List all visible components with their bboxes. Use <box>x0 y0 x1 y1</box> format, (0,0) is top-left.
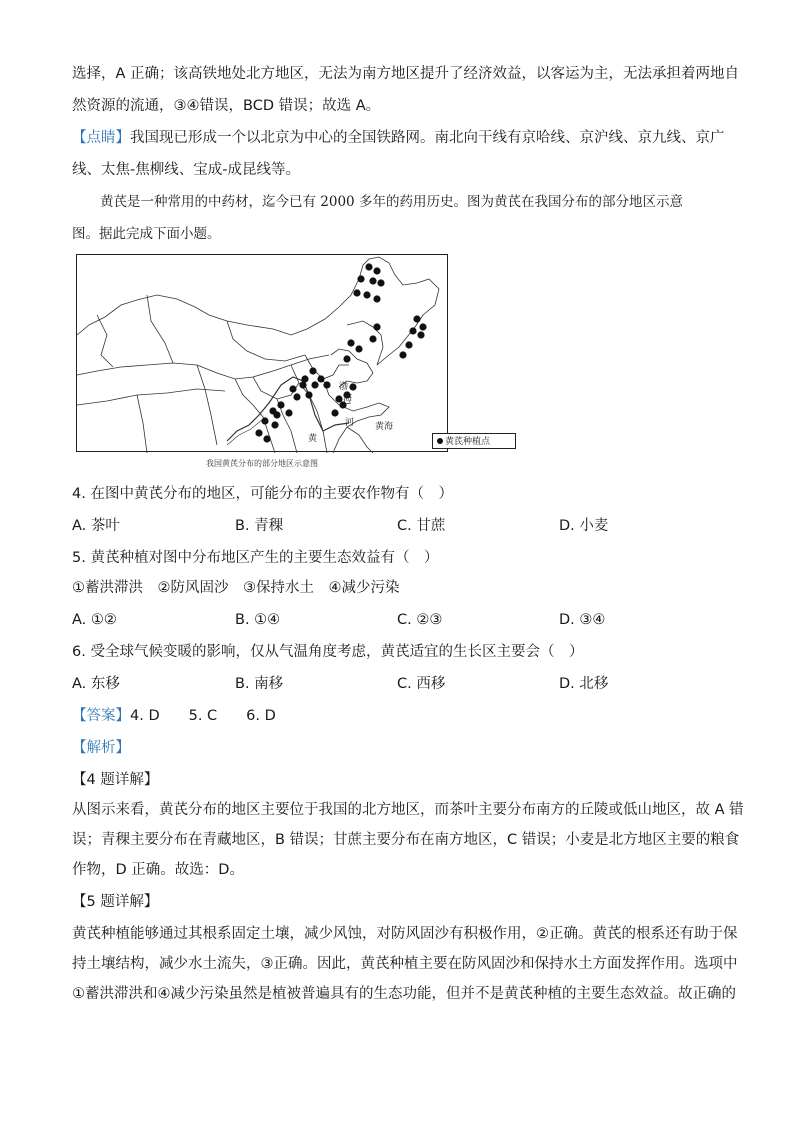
planting-point-dot <box>277 401 284 408</box>
planting-point-dot <box>285 409 292 416</box>
detail-5-title: 【5 题详解】 <box>72 894 159 910</box>
paragraph-line: 然资源的流通，③④错误，BCD 错误；故选 A。 <box>72 98 381 114</box>
planting-point-dot <box>373 323 380 330</box>
question-5-items: ①蓄洪滞洪 ②防风固沙 ③保持水土 ④减少污染 <box>72 580 400 596</box>
planting-point-dot <box>369 277 376 284</box>
planting-point-dot <box>373 295 380 302</box>
planting-points <box>255 263 426 442</box>
paragraph-line: 线、太焦-焦柳线、宝成-成昆线等。 <box>72 162 300 178</box>
planting-point-dot <box>347 339 354 346</box>
dianjing-tag: 【点睛】 <box>72 130 130 146</box>
question-5-stem: 5. 黄芪种植对图中分布地区产生的主要生态效益有（ ） <box>72 550 439 566</box>
planting-point-dot <box>305 391 312 398</box>
q4-option-b: B. 青稞 <box>235 518 284 534</box>
map-caption: 我国黄芪分布的部分地区示意图 <box>206 459 318 468</box>
label-yellow-river-2: 河 <box>345 418 355 428</box>
question-intro: 黄芪是一种常用的中药材，迄今已有 2000 多年的药用历史。图为黄芪在我国分布的部分地区示意 <box>100 194 683 210</box>
planting-point-dot <box>331 409 338 416</box>
planting-point-dot <box>271 421 278 428</box>
label-bohai-1: 渤 <box>339 382 349 392</box>
detail-4-line: 误；青稞主要分布在青藏地区，B 错误；甘蔗主要分布在南方地区，C 错误；小麦是北方地区主要的粮食 <box>72 832 740 848</box>
detail-5-line: 黄芪种植能够通过其根系固定土壤，减少风蚀，对防风固沙有积极作用，②正确。黄芪的根系还有助于保 <box>72 926 738 942</box>
planting-point-dot <box>263 435 270 442</box>
label-yellow-river-1: 黄 <box>308 434 318 444</box>
q6-option-c: C. 西移 <box>397 676 446 692</box>
planting-point-dot <box>355 345 362 352</box>
planting-point-dot <box>273 411 280 418</box>
tip-line <box>72 128 725 148</box>
planting-point-dot <box>399 351 406 358</box>
planting-point-dot <box>343 355 350 362</box>
paragraph-line: 选择，A 正确；该高铁地处北方地区，无法为南方地区提升了经济效益，以客运为主，无法承担着两地自 <box>72 66 740 82</box>
analysis-tag: 【解析】 <box>72 740 130 756</box>
detail-5-line: 持土壤结构，减少水土流失，③正确。因此，黄芪种植主要在防风固沙和保持水土方面发挥作用。选项中 <box>72 956 738 972</box>
detail-4-line: 作物，D 正确。故选：D。 <box>72 862 244 878</box>
q4-option-a: A. 茶叶 <box>72 518 120 534</box>
planting-point-dot <box>335 395 342 402</box>
tip-text: 我国现已形成一个以北京为中心的全国铁路网。南北向干线有京哈线、京沪线、京九线、京广 <box>130 130 725 146</box>
planting-point-dot <box>365 263 372 270</box>
answer-text: 4. D 5. C 6. D <box>130 708 276 724</box>
detail-4-title: 【4 题详解】 <box>72 772 159 788</box>
planting-point-dot <box>317 375 324 382</box>
q6-option-b: B. 南移 <box>235 676 284 692</box>
question-6-stem: 6. 受全球气候变暖的影响，仅从气温角度考虑，黄芪适宜的生长区主要会（ ） <box>72 644 584 660</box>
planting-point-dot <box>353 289 360 296</box>
q4-option-d: D. 小麦 <box>559 518 609 534</box>
planting-point-dot <box>299 381 306 388</box>
planting-point-dot <box>349 383 356 390</box>
detail-4-line: 从图示来看，黄芪分布的地区主要位于我国的北方地区，而茶叶主要分布南方的丘陵或低山地区，故 A 错 <box>72 802 744 818</box>
question-intro: 图。据此完成下面小题。 <box>72 226 221 242</box>
planting-point-dot <box>261 417 268 424</box>
answer-tag: 【答案】 <box>72 708 130 724</box>
question-4-stem: 4. 在图中黄芪分布的地区，可能分布的主要农作物有（ ） <box>72 486 453 502</box>
planting-point-dot <box>309 367 316 374</box>
q4-option-c: C. 甘蔗 <box>397 518 446 534</box>
answer-line <box>72 706 276 726</box>
planting-point-dot <box>289 385 296 392</box>
legend-label: 黄芪种植点 <box>445 437 491 447</box>
planting-point-dot <box>311 381 318 388</box>
planting-point-dot <box>373 267 380 274</box>
china-map-figure <box>76 254 491 452</box>
q5-option-d: D. ③④ <box>559 612 606 628</box>
planting-point-dot <box>417 331 424 338</box>
q6-option-a: A. 东移 <box>72 676 120 692</box>
q5-option-c: C. ②③ <box>397 612 443 628</box>
planting-point-dot <box>323 381 330 388</box>
china-outline-map <box>77 255 449 453</box>
map-legend <box>432 433 516 449</box>
label-bohai-2: 海 <box>343 394 353 404</box>
filled-circle-icon <box>437 438 443 444</box>
planting-point-dot <box>419 323 426 330</box>
planting-point-dot <box>255 429 262 436</box>
detail-5-line: ①蓄洪滞洪和④减少污染虽然是植被普遍具有的生态功能，但并不是黄芪种植的主要生态效益。故正确的 <box>72 986 736 1002</box>
planting-point-dot <box>363 291 370 298</box>
planting-point-dot <box>357 275 364 282</box>
planting-point-dot <box>405 341 412 348</box>
planting-point-dot <box>369 335 376 342</box>
planting-point-dot <box>413 315 420 322</box>
q6-option-d: D. 北移 <box>559 676 609 692</box>
planting-point-dot <box>377 279 384 286</box>
planting-point-dot <box>409 327 416 334</box>
q5-option-a: A. ①② <box>72 612 117 628</box>
q5-option-b: B. ①④ <box>235 612 281 628</box>
planting-point-dot <box>293 393 300 400</box>
label-huanghai: 黄海 <box>375 422 394 432</box>
